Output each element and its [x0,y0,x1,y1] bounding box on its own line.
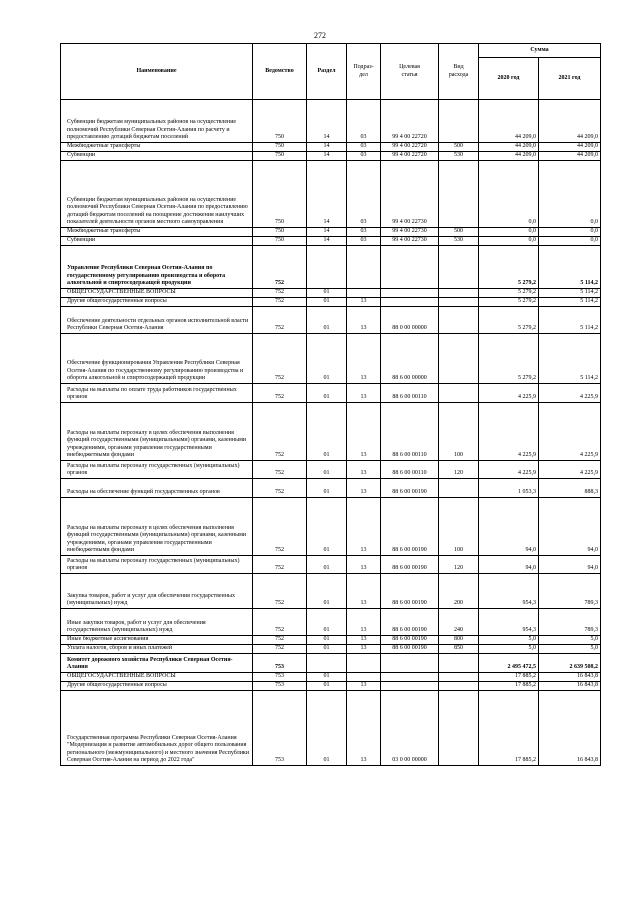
header-sum: Сумма [479,44,601,58]
row-dept: 752 [253,498,307,556]
row-target [381,654,439,673]
row-dept: 750 [253,100,307,143]
row-section: 14 [307,152,347,161]
table-row [61,636,601,645]
row-target: 88 6 00 00190 [381,609,439,636]
table-row [61,152,601,161]
row-name: Субвенции [61,237,253,246]
row-dept: 753 [253,654,307,673]
row-section: 14 [307,161,347,228]
row-sum-2020: 5,0 [479,636,539,645]
table-row [61,143,601,152]
row-sum-2021: 0,0 [539,228,601,237]
row-sum-2020: 2 495 472,5 [479,654,539,673]
row-exp-type [439,654,479,673]
row-section: 01 [307,384,347,403]
row-subsection: 03 [347,100,381,143]
row-sum-2021: 16 843,8 [539,682,601,691]
row-target: 88 6 00 00190 [381,574,439,609]
row-subsection [347,246,381,289]
row-subsection: 13 [347,461,381,479]
row-section: 01 [307,334,347,384]
row-sum-2021: 16 843,8 [539,673,601,682]
row-sum-2020: 5 279,2 [479,289,539,298]
table-row [61,334,601,384]
row-name: Субвенции [61,152,253,161]
row-target: 88 0 00 00000 [381,307,439,334]
row-target: 88 6 00 00190 [381,645,439,654]
row-target: 88 6 00 00190 [381,636,439,645]
row-sum-2021: 44 209,0 [539,152,601,161]
row-target: 88 6 00 00000 [381,334,439,384]
budget-table [60,43,601,766]
row-target: 88 6 00 00110 [381,384,439,403]
row-name: Другие общегосударственные вопросы [61,682,253,691]
row-sum-2021: 4 225,9 [539,384,601,403]
row-name: Иные бюджетные ассигнования [61,636,253,645]
row-dept: 753 [253,682,307,691]
row-exp-type [439,682,479,691]
row-sum-2020: 4 225,9 [479,403,539,461]
row-section: 01 [307,461,347,479]
row-dept: 752 [253,645,307,654]
table-header [61,44,601,100]
row-exp-type: 100 [439,403,479,461]
row-name: Расходы на выплаты персоналу в целях обеспечения выполнения функций государственными (муниципальными) органами, казенными учреждениями, органами управления государственными внебюджетными фондами [61,498,253,556]
row-section: 01 [307,498,347,556]
row-sum-2020: 954,3 [479,609,539,636]
table-row [61,556,601,574]
row-section: 01 [307,556,347,574]
row-subsection: 03 [347,152,381,161]
table-body [61,100,601,766]
row-section: 01 [307,609,347,636]
row-target: 03 0 00 00000 [381,691,439,766]
row-subsection: 03 [347,161,381,228]
row-sum-2021: 888,3 [539,479,601,498]
row-exp-type: 100 [439,498,479,556]
row-exp-type: 240 [439,609,479,636]
header-target: Целевая статья [381,44,439,100]
row-sum-2020: 0,0 [479,237,539,246]
table-row [61,403,601,461]
row-exp-type [439,334,479,384]
header-2021: 2021 год [539,58,601,100]
row-section: 14 [307,228,347,237]
row-target: 99 4 00 22720 [381,152,439,161]
row-dept: 752 [253,574,307,609]
row-sum-2021: 5 114,2 [539,307,601,334]
row-subsection: 03 [347,237,381,246]
row-sum-2021: 44 209,0 [539,143,601,152]
row-sum-2021: 789,3 [539,609,601,636]
row-sum-2021: 5 114,2 [539,246,601,289]
row-name: Расходы на выплаты персоналу в целях обеспечения выполнения функций государственными (муниципальными) органами, казенными учреждениями, органами управления государственными внебюджетными фондами [61,403,253,461]
header-dept: Ведомство [253,44,307,100]
row-target [381,682,439,691]
row-section [307,246,347,289]
row-dept: 752 [253,609,307,636]
table-row [61,498,601,556]
table-row [61,479,601,498]
row-name: Иные закупки товаров, работ и услуг для обеспечения государственных (муниципальных) нужд [61,609,253,636]
row-sum-2020: 5 279,2 [479,307,539,334]
row-dept: 750 [253,237,307,246]
row-sum-2021: 5,0 [539,636,601,645]
row-dept: 752 [253,384,307,403]
row-subsection: 13 [347,691,381,766]
row-name: Межбюджетные трансферты [61,143,253,152]
row-name: Субвенции бюджетам муниципальных районов на осуществление полномочий Республики Северная Осетия-Алания по расчету и предоставлению дотаций бюджетам поселений [61,100,253,143]
row-subsection: 13 [347,298,381,307]
row-subsection: 13 [347,636,381,645]
header-2020: 2020 год [479,58,539,100]
row-sum-2021: 5 114,2 [539,289,601,298]
row-exp-type [439,307,479,334]
row-name: ОБЩЕГОСУДАРСТВЕННЫЕ ВОПРОСЫ [61,673,253,682]
row-exp-type: 530 [439,237,479,246]
row-target: 88 6 00 00110 [381,403,439,461]
row-target: 99 4 00 22730 [381,161,439,228]
row-sum-2020: 44 209,0 [479,143,539,152]
row-dept: 753 [253,673,307,682]
row-sum-2021: 94,0 [539,556,601,574]
row-target: 99 4 00 22720 [381,100,439,143]
row-name: Расходы на выплаты по оплате труда работников государственных органов [61,384,253,403]
row-sum-2020: 94,0 [479,498,539,556]
table-row [61,100,601,143]
row-subsection [347,654,381,673]
row-section: 01 [307,403,347,461]
row-target: 88 6 00 00110 [381,461,439,479]
row-name: Расходы на обеспечение функций государственных органов [61,479,253,498]
row-exp-type: 200 [439,574,479,609]
row-sum-2020: 94,0 [479,556,539,574]
header-name: Наименование [61,44,253,100]
row-name: Обеспечение функционирования Управления Республики Северная Осетия-Алания по государственному регулированию производства и оборота алкогольной и спиртосодержащей продукции [61,334,253,384]
row-name: Расходы на выплаты персоналу государственных (муниципальных) органов [61,461,253,479]
row-sum-2021: 5,0 [539,645,601,654]
row-sum-2020: 17 885,2 [479,673,539,682]
row-sum-2020: 5 279,2 [479,334,539,384]
page-number: 272 [314,31,326,40]
row-target: 88 6 00 00190 [381,556,439,574]
row-name: Расходы на выплаты персоналу государственных (муниципальных) органов [61,556,253,574]
row-exp-type [439,691,479,766]
table-row [61,673,601,682]
row-dept: 752 [253,334,307,384]
row-target: 88 6 00 00190 [381,479,439,498]
row-dept: 752 [253,289,307,298]
row-sum-2020: 954,3 [479,574,539,609]
row-sum-2020: 5 279,2 [479,298,539,307]
row-name: Другие общегосударственные вопросы [61,298,253,307]
row-sum-2020: 44 209,0 [479,152,539,161]
row-subsection: 03 [347,228,381,237]
row-subsection: 03 [347,143,381,152]
table-row [61,645,601,654]
row-target [381,298,439,307]
table-row [61,298,601,307]
row-exp-type: 850 [439,645,479,654]
row-sum-2020: 5,0 [479,645,539,654]
row-section: 01 [307,479,347,498]
table-row [61,691,601,766]
row-name: ОБЩЕГОСУДАРСТВЕННЫЕ ВОПРОСЫ [61,289,253,298]
row-subsection: 13 [347,498,381,556]
row-exp-type [439,673,479,682]
table-row [61,161,601,228]
row-exp-type: 120 [439,556,479,574]
row-sum-2020: 4 225,9 [479,461,539,479]
row-dept: 750 [253,152,307,161]
row-sum-2020: 17 885,2 [479,682,539,691]
row-exp-type: 120 [439,461,479,479]
row-exp-type: 530 [439,152,479,161]
row-section: 01 [307,298,347,307]
table-row [61,289,601,298]
row-dept: 750 [253,161,307,228]
row-exp-type: 500 [439,228,479,237]
row-sum-2021: 5 114,2 [539,334,601,384]
row-sum-2021: 2 639 508,2 [539,654,601,673]
row-name: Субвенции бюджетам муниципальных районов на осуществление полномочий Республики Северная Осетия-Алания по предоставлению дотаций бюджетам поселений на поощрение достижения наилучших показателей деятельности органов местного самоуправления [61,161,253,228]
table-row [61,682,601,691]
row-sum-2021: 0,0 [539,161,601,228]
row-target [381,673,439,682]
row-dept: 752 [253,246,307,289]
row-section: 01 [307,574,347,609]
row-sum-2020: 4 225,9 [479,384,539,403]
row-target: 99 4 00 22720 [381,143,439,152]
row-subsection: 13 [347,334,381,384]
row-sum-2021: 94,0 [539,498,601,556]
row-subsection: 13 [347,609,381,636]
row-subsection: 13 [347,682,381,691]
row-subsection [347,673,381,682]
row-dept: 752 [253,461,307,479]
row-section [307,654,347,673]
header-exp-type: Вид расхода [439,44,479,100]
row-sum-2020: 44 209,0 [479,100,539,143]
row-dept: 752 [253,636,307,645]
row-sum-2021: 4 225,9 [539,461,601,479]
row-target [381,246,439,289]
table-row [61,609,601,636]
row-sum-2020: 0,0 [479,228,539,237]
table-row [61,228,601,237]
row-sum-2020: 5 279,2 [479,246,539,289]
row-section: 01 [307,682,347,691]
row-section: 01 [307,691,347,766]
table-row [61,237,601,246]
row-name: Управление Республики Северная Осетия-Алания по государственному регулированию производства и оборота алкогольной и спиртосодержащей продукции [61,246,253,289]
row-dept: 750 [253,143,307,152]
row-subsection: 13 [347,479,381,498]
row-section: 14 [307,100,347,143]
row-section: 01 [307,307,347,334]
row-dept: 752 [253,479,307,498]
row-exp-type [439,479,479,498]
row-section: 01 [307,289,347,298]
table-row [61,574,601,609]
row-name: Обеспечение деятельности отдельных органов исполнительной власти Республики Северная Осетия-Алания [61,307,253,334]
row-subsection: 13 [347,307,381,334]
row-dept: 750 [253,228,307,237]
row-name: Комитет дорожного хозяйства Республики Северная Осетия-Алания [61,654,253,673]
row-exp-type [439,161,479,228]
row-sum-2020: 17 885,2 [479,691,539,766]
row-dept: 752 [253,307,307,334]
table-row [61,307,601,334]
row-target: 99 4 00 22730 [381,228,439,237]
row-section: 14 [307,143,347,152]
row-exp-type: 500 [439,143,479,152]
table-row [61,384,601,403]
row-subsection: 13 [347,556,381,574]
row-dept: 752 [253,298,307,307]
row-exp-type [439,100,479,143]
row-sum-2021: 789,3 [539,574,601,609]
row-name: Закупка товаров, работ и услуг для обеспечения государственных (муниципальных) нужд [61,574,253,609]
row-dept: 752 [253,556,307,574]
row-sum-2021: 5 114,2 [539,298,601,307]
header-subsection: Подраз- дел [347,44,381,100]
header-section: Раздел [307,44,347,100]
row-name: Межбюджетные трансферты [61,228,253,237]
table-row [61,461,601,479]
row-section: 14 [307,237,347,246]
row-target [381,289,439,298]
row-section: 01 [307,645,347,654]
row-exp-type [439,298,479,307]
row-sum-2021: 4 225,9 [539,403,601,461]
table-row [61,654,601,673]
row-subsection: 13 [347,384,381,403]
row-sum-2021: 44 209,0 [539,100,601,143]
row-subsection: 13 [347,574,381,609]
row-section: 01 [307,673,347,682]
table-row [61,246,601,289]
row-exp-type: 800 [439,636,479,645]
row-dept: 752 [253,403,307,461]
row-subsection: 13 [347,645,381,654]
row-name: Уплата налогов, сборов и иных платежей [61,645,253,654]
row-section: 01 [307,636,347,645]
row-sum-2020: 1 053,3 [479,479,539,498]
row-target: 99 4 00 22730 [381,237,439,246]
row-subsection: 13 [347,403,381,461]
row-subsection [347,289,381,298]
row-target: 88 6 00 00190 [381,498,439,556]
row-exp-type [439,289,479,298]
row-name: Государственная программа Республики Северная Осетия-Алания "Модернизация и развитие автомобильных дорог общего пользования регионального (межмуниципального) и местного значения Республики Северная Осетия-Алания на период до 2022 года" [61,691,253,766]
row-sum-2020: 0,0 [479,161,539,228]
row-sum-2021: 0,0 [539,237,601,246]
row-sum-2021: 16 843,8 [539,691,601,766]
row-dept: 753 [253,691,307,766]
row-exp-type [439,246,479,289]
row-exp-type [439,384,479,403]
